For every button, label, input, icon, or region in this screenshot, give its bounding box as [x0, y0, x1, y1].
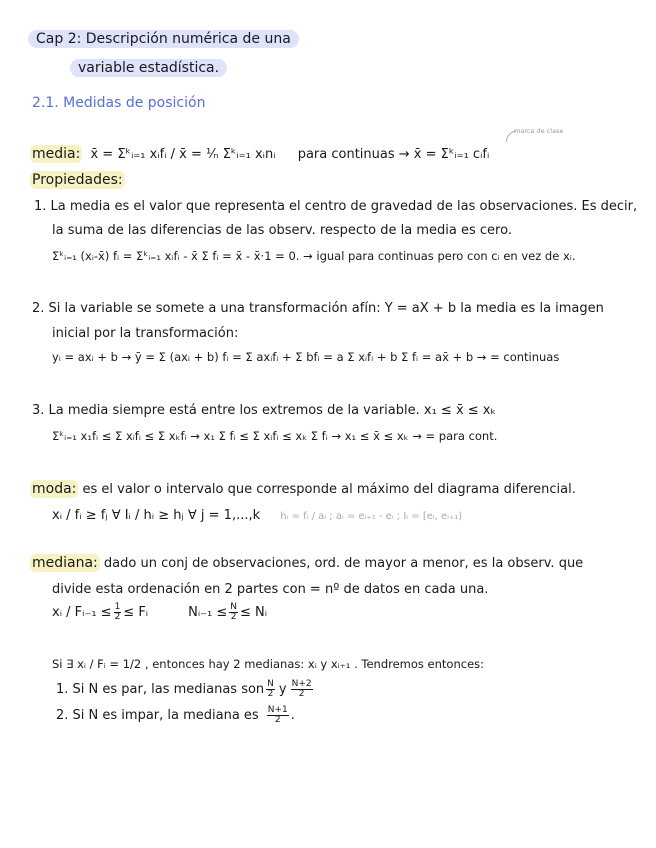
- mediana-formula-a2: ≤ Fᵢ: [123, 604, 149, 620]
- media-label: media:: [32, 146, 81, 162]
- prop-2-line-1: 2. Si la variable se somete a una transformación afín: Y = aX + b la media es la imagen: [32, 301, 604, 316]
- note-arrow: [502, 129, 518, 145]
- case-1-fraction-2: [291, 680, 313, 699]
- title-line-1-text: Cap 2: Descripción numérica de una: [28, 30, 299, 48]
- propiedades-label: [30, 172, 125, 188]
- case-2-text: 2. Si N es impar, la mediana es: [56, 707, 259, 723]
- section-heading: 2.1. Medidas de posición: [32, 95, 206, 111]
- half-num: 1: [114, 602, 121, 612]
- case-1-f1-den: 2: [267, 689, 274, 699]
- mediana-formula-b: Nᵢ₋₁ ≤: [188, 604, 228, 620]
- mediana-case-1: [56, 680, 315, 699]
- case-1-f1-num: N: [267, 679, 274, 689]
- media-formula: x̄ = Σᵏᵢ₌₁ xᵢfᵢ / x̄ = ¹⁄ₙ Σᵏᵢ₌₁ xᵢnᵢ: [90, 147, 276, 162]
- moda-label: moda:: [32, 481, 77, 497]
- mediana-case-2: [56, 706, 295, 725]
- case-2-f-den: 2: [274, 715, 281, 725]
- moda-grey-note: hᵢ = fᵢ / aᵢ ; aᵢ = eᵢ₊₁ - eᵢ ; Iᵢ = [eᵢ, eᵢ₊₁): [280, 511, 463, 522]
- mediana-formula-b2: ≤ Nᵢ: [240, 604, 268, 620]
- case-1-text: 1. Si N es par, las medianas son: [56, 681, 265, 697]
- propiedades-label-text: Propiedades:: [32, 172, 123, 188]
- moda-text: es el valor o intervalo que corresponde al máximo del diagrama diferencial.: [82, 482, 576, 497]
- half-fraction: [114, 603, 122, 622]
- mediana-label: mediana:: [32, 555, 98, 571]
- prop-1-line-1: 1. La media es el valor que representa el centro de gravedad de las observaciones. Es decir,: [34, 199, 638, 214]
- case-2-end: .: [290, 707, 295, 723]
- mediana-condition: Si ∃ xᵢ / Fᵢ = 1/2 , entonces hay 2 medianas: xᵢ y xᵢ₊₁ . Tendremos entonces:: [52, 657, 485, 671]
- moda-row: [30, 481, 576, 498]
- moda-formula-row: [52, 508, 462, 525]
- media-row: [30, 146, 489, 163]
- case-1-fraction-1: [266, 680, 275, 699]
- prop-3-line-2: Σᵏᵢ₌₁ x₁fᵢ ≤ Σ xᵢfᵢ ≤ Σ xₖfᵢ → x₁ Σ fᵢ ≤ Σ xᵢfᵢ ≤ xₖ Σ fᵢ → x₁ ≤ x̄ ≤ xₖ → = para cont.: [52, 429, 498, 443]
- prop-2-line-3: yᵢ = axᵢ + b → ȳ = Σ (axᵢ + b) fᵢ = Σ axᵢfᵢ + Σ bfᵢ = a Σ xᵢfᵢ + b Σ fᵢ = ax̄ + b → = continuas: [52, 350, 560, 364]
- case-1-y: y: [278, 681, 287, 697]
- case-2-fraction: [267, 706, 289, 725]
- mediana-formula-a: xᵢ / Fᵢ₋₁ ≤: [52, 604, 112, 620]
- title-line-2-text: variable estadística.: [70, 59, 227, 77]
- n-half-den: 2: [230, 612, 237, 622]
- mediana-formula-row: [52, 603, 267, 622]
- title-line-1: [28, 31, 299, 47]
- media-continuas: para continuas → x̄ = Σᵏᵢ₌₁ cᵢfᵢ: [297, 147, 490, 162]
- mediana-text-2: divide esta ordenación en 2 partes con = nº de datos en cada una.: [52, 582, 489, 597]
- prop-3-line-1: 3. La media siempre está entre los extremos de la variable. x₁ ≤ x̄ ≤ xₖ: [32, 403, 497, 418]
- case-1-f2-den: 2: [298, 689, 305, 699]
- n-half-fraction: [229, 603, 238, 622]
- moda-formula: xᵢ / fᵢ ≥ fⱼ ∀ Iᵢ / hᵢ ≥ hⱼ ∀ j = 1,...,k: [52, 508, 261, 523]
- mediana-text-1: dado un conj de observaciones, ord. de mayor a menor, es la observ. que: [103, 556, 584, 571]
- case-1-f2-num: N+2: [291, 679, 312, 689]
- prop-1-line-3: Σᵏᵢ₌₁ (xᵢ-x̄) fᵢ = Σᵏᵢ₌₁ xᵢfᵢ - x̄ Σ fᵢ = x̄ - x̄·1 = 0. → igual para continuas pero con cᵢ en vez de xᵢ.: [52, 249, 576, 263]
- half-den: 2: [114, 612, 121, 622]
- prop-1-line-2: la suma de las diferencias de las observ. respecto de la media es cero.: [52, 223, 512, 238]
- marca-de-clase-note: marca de clase: [514, 127, 564, 135]
- title-line-2: [70, 60, 227, 76]
- mediana-row: [30, 555, 583, 572]
- n-half-num: N: [230, 602, 238, 612]
- case-2-f-num: N+1: [267, 705, 288, 715]
- prop-2-line-2: inicial por la transformación:: [52, 326, 239, 341]
